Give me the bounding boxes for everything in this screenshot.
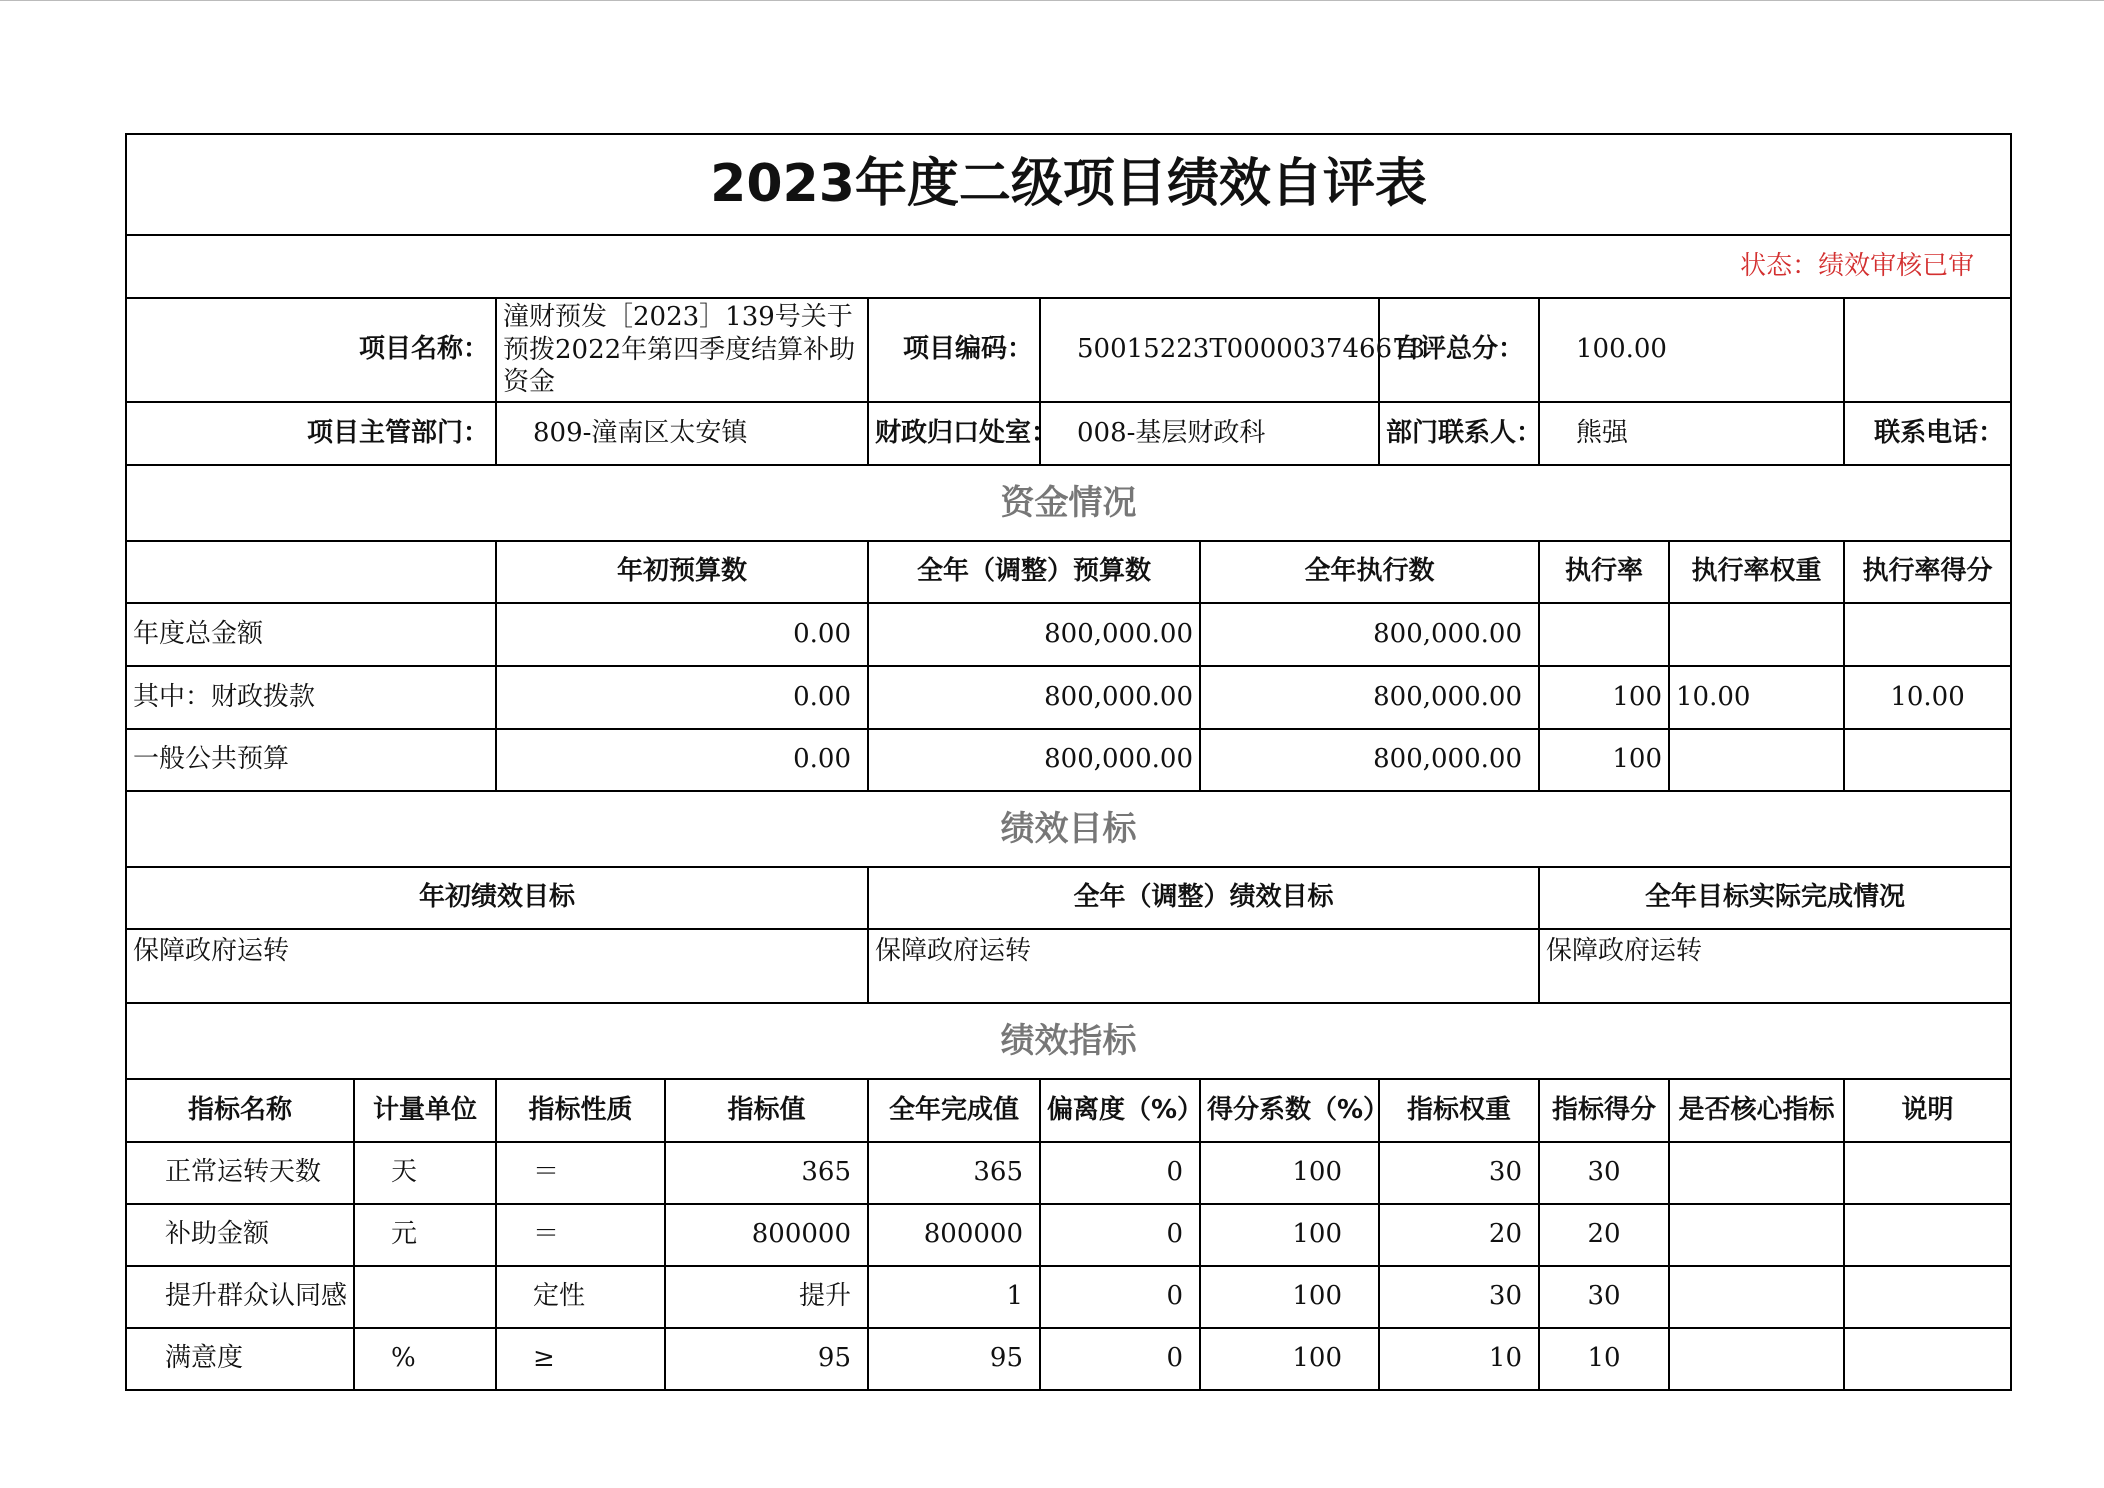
indicator-header: 指标权重 (1379, 1079, 1539, 1142)
indicator-header: 指标值 (665, 1079, 868, 1142)
indicator-weight: 30 (1379, 1142, 1539, 1204)
funds-header: 全年（调整）预算数 (868, 541, 1200, 603)
funds-header: 年初预算数 (496, 541, 868, 603)
indicator-name: 满意度 (126, 1328, 354, 1390)
indicator-name: 提升群众认同感 (126, 1266, 354, 1328)
indicators-section-title: 绩效指标 (126, 1003, 2011, 1079)
indicator-core (1669, 1328, 1844, 1390)
indicator-nature: ≥ (496, 1328, 665, 1390)
funds-section-title: 资金情况 (126, 465, 2011, 541)
indicator-coef: 100 (1200, 1328, 1379, 1390)
indicator-score: 30 (1539, 1266, 1669, 1328)
funds-initial: 0.00 (496, 603, 868, 666)
indicator-core (1669, 1142, 1844, 1204)
indicator-core (1669, 1266, 1844, 1328)
indicator-coef: 100 (1200, 1142, 1379, 1204)
indicator-header: 全年完成值 (868, 1079, 1040, 1142)
evaluation-sheet (125, 133, 2010, 1391)
indicator-deviation: 0 (1040, 1266, 1200, 1328)
project-name-value: 潼财预发［2023］139号关于预拨2022年第四季度结算补助资金 (496, 298, 868, 402)
indicator-nature: ＝ (496, 1204, 665, 1266)
indicator-score: 20 (1539, 1204, 1669, 1266)
indicator-row (126, 1142, 2011, 1204)
funds-header-blank (126, 541, 496, 603)
funds-weight (1669, 729, 1844, 791)
top-divider (0, 0, 2104, 1)
funds-executed: 800,000.00 (1200, 729, 1539, 791)
funds-row-name: 其中：财政拨款 (126, 666, 496, 729)
indicator-score: 30 (1539, 1142, 1669, 1204)
indicator-deviation: 0 (1040, 1204, 1200, 1266)
goals-section-title: 绩效目标 (126, 791, 2011, 867)
indicator-row (126, 1328, 2011, 1390)
indicator-weight: 10 (1379, 1328, 1539, 1390)
funds-row-name: 年度总金额 (126, 603, 496, 666)
empty-cell (1844, 298, 2011, 402)
indicator-header: 指标名称 (126, 1079, 354, 1142)
dept-label: 项目主管部门： (126, 402, 496, 465)
funds-rate (1539, 603, 1669, 666)
indicator-unit: 天 (354, 1142, 496, 1204)
funds-weight (1669, 603, 1844, 666)
funds-header: 执行率得分 (1844, 541, 2011, 603)
funds-score (1844, 729, 2011, 791)
indicator-note (1844, 1204, 2011, 1266)
status-text: 状态：绩效审核已审 (126, 235, 2011, 298)
contact-value: 熊强 (1539, 402, 1844, 465)
indicator-unit: 元 (354, 1204, 496, 1266)
indicator-name: 补助金额 (126, 1204, 354, 1266)
indicator-actual: 365 (868, 1142, 1040, 1204)
indicator-header: 指标得分 (1539, 1079, 1669, 1142)
funds-adjusted: 800,000.00 (868, 729, 1200, 791)
funds-initial: 0.00 (496, 666, 868, 729)
funds-adjusted: 800,000.00 (868, 666, 1200, 729)
indicator-coef: 100 (1200, 1266, 1379, 1328)
project-code-value: 50015223T000003746673 (1040, 298, 1379, 402)
indicator-unit: % (354, 1328, 496, 1390)
funds-score: 10.00 (1844, 666, 2011, 729)
funds-row (126, 603, 2011, 666)
project-code-label: 项目编码： (868, 298, 1040, 402)
indicator-actual: 800000 (868, 1204, 1040, 1266)
funds-weight: 10.00 (1669, 666, 1844, 729)
phone-label: 联系电话： (1844, 402, 2011, 465)
indicator-deviation: 0 (1040, 1142, 1200, 1204)
indicator-nature: 定性 (496, 1266, 665, 1328)
indicator-coef: 100 (1200, 1204, 1379, 1266)
indicator-note (1844, 1328, 2011, 1390)
funds-row-name: 一般公共预算 (126, 729, 496, 791)
funds-initial: 0.00 (496, 729, 868, 791)
finance-value: 008-基层财政科 (1040, 402, 1379, 465)
funds-header: 执行率 (1539, 541, 1669, 603)
indicator-header: 指标性质 (496, 1079, 665, 1142)
funds-row (126, 666, 2011, 729)
funds-adjusted: 800,000.00 (868, 603, 1200, 666)
indicator-actual: 95 (868, 1328, 1040, 1390)
page-title: 2023年度二级项目绩效自评表 (126, 134, 2011, 235)
indicator-score: 10 (1539, 1328, 1669, 1390)
indicator-note (1844, 1142, 2011, 1204)
indicator-unit (354, 1266, 496, 1328)
evaluation-table (125, 133, 2012, 1391)
indicator-deviation: 0 (1040, 1328, 1200, 1390)
goal-initial: 保障政府运转 (126, 929, 868, 1003)
goals-header: 年初绩效目标 (126, 867, 868, 929)
funds-executed: 800,000.00 (1200, 666, 1539, 729)
indicator-header: 计量单位 (354, 1079, 496, 1142)
indicator-row (126, 1266, 2011, 1328)
goals-header: 全年（调整）绩效目标 (868, 867, 1539, 929)
indicator-target: 提升 (665, 1266, 868, 1328)
indicator-weight: 20 (1379, 1204, 1539, 1266)
indicator-row (126, 1204, 2011, 1266)
funds-header: 全年执行数 (1200, 541, 1539, 603)
funds-row (126, 729, 2011, 791)
indicator-nature: ＝ (496, 1142, 665, 1204)
indicator-target: 365 (665, 1142, 868, 1204)
indicator-target: 800000 (665, 1204, 868, 1266)
funds-score (1844, 603, 2011, 666)
goals-header: 全年目标实际完成情况 (1539, 867, 2011, 929)
indicator-actual: 1 (868, 1266, 1040, 1328)
score-value: 100.00 (1539, 298, 1844, 402)
funds-rate: 100 (1539, 729, 1669, 791)
indicator-weight: 30 (1379, 1266, 1539, 1328)
goal-actual: 保障政府运转 (1539, 929, 2011, 1003)
indicator-header: 是否核心指标 (1669, 1079, 1844, 1142)
indicator-header: 偏离度（%） (1040, 1079, 1200, 1142)
indicator-header: 说明 (1844, 1079, 2011, 1142)
funds-executed: 800,000.00 (1200, 603, 1539, 666)
indicator-core (1669, 1204, 1844, 1266)
funds-rate: 100 (1539, 666, 1669, 729)
funds-header: 执行率权重 (1669, 541, 1844, 603)
indicator-note (1844, 1266, 2011, 1328)
project-name-label: 项目名称： (126, 298, 496, 402)
finance-label: 财政归口处室： (868, 402, 1040, 465)
goal-adjusted: 保障政府运转 (868, 929, 1539, 1003)
score-label: 自评总分： (1379, 298, 1539, 402)
indicator-header: 得分系数（%） (1200, 1079, 1379, 1142)
indicator-target: 95 (665, 1328, 868, 1390)
contact-label: 部门联系人： (1379, 402, 1539, 465)
indicator-name: 正常运转天数 (126, 1142, 354, 1204)
dept-value: 809-潼南区太安镇 (496, 402, 868, 465)
